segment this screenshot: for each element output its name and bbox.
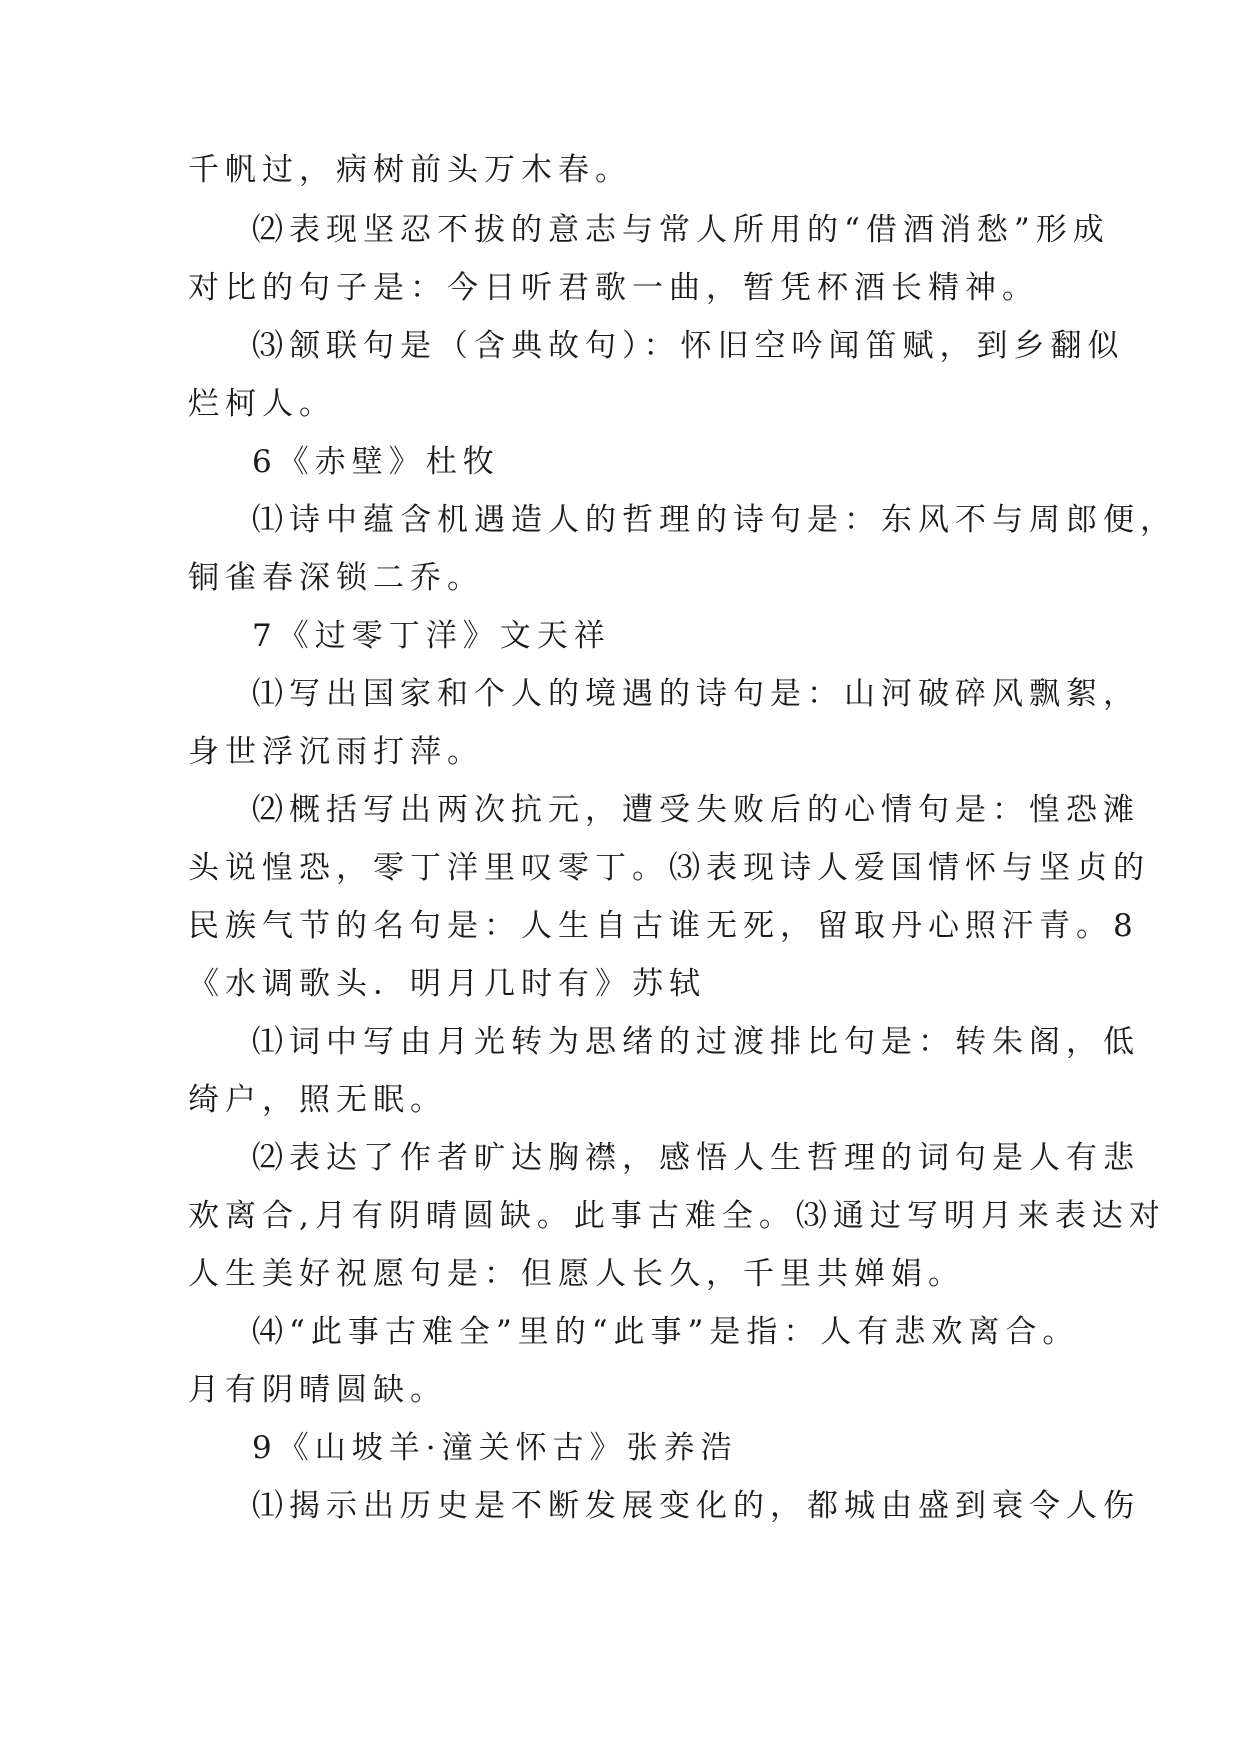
text-line: ⑴写出国家和个人的境遇的诗句是：山河破碎风飘絮， (252, 676, 1140, 712)
text-line: 头说惶恐，零丁洋里叹零丁。⑶表现诗人爱国情怀与坚贞的 (188, 850, 1150, 886)
text-line: 铜雀春深锁二乔。 (188, 560, 484, 596)
text-line: ⑴揭示出历史是不断发展变化的，都城由盛到衰令人伤 (252, 1488, 1140, 1524)
text-line: 欢离合,月有阴晴圆缺。此事古难全。⑶通过写明月来表达对 (188, 1198, 1166, 1234)
text-line: 千帆过，病树前头万木春。 (188, 152, 632, 188)
text-line: 烂柯人。 (188, 386, 336, 422)
section-heading: 6《赤壁》杜牧 (252, 444, 500, 480)
text-line: 月有阴晴圆缺。 (188, 1372, 447, 1408)
text-line: 绮户，照无眠。 (188, 1082, 447, 1118)
text-line: ⑵表达了作者旷达胸襟，感悟人生哲理的词句是人有悲 (252, 1140, 1140, 1176)
text-line: 对比的句子是：今日听君歌一曲，暂凭杯酒长精神。 (188, 270, 1039, 306)
text-line: ⑷“此事古难全”里的“此事”是指：人有悲欢离合。 (252, 1314, 1080, 1350)
section-heading: 7《过零丁洋》文天祥 (252, 618, 611, 654)
section-heading: 9《山坡羊·潼关怀古》张养浩 (252, 1430, 738, 1466)
text-line: ⑴诗中蕴含机遇造人的哲理的诗句是：东风不与周郎便， (252, 502, 1177, 538)
section-heading: 《水调歌头．明月几时有》苏轼 (188, 966, 706, 1002)
text-line: ⑴词中写由月光转为思绪的过渡排比句是：转朱阁，低 (252, 1024, 1140, 1060)
text-line: 身世浮沉雨打萍。 (188, 734, 484, 770)
text-line: 民族气节的名句是：人生自古谁无死，留取丹心照汗青。8 (188, 908, 1139, 944)
text-line: ⑶颔联句是（含典故句）：怀旧空吟闻笛赋，到乡翻似 (252, 328, 1125, 364)
text-line: ⑵概括写出两次抗元，遭受失败后的心情句是：惶恐滩 (252, 792, 1140, 828)
text-line: 人生美好祝愿句是：但愿人长久，千里共婵娟。 (188, 1256, 965, 1292)
text-line: ⑵表现坚忍不拔的意志与常人所用的“借酒消愁”形成 (252, 212, 1110, 248)
